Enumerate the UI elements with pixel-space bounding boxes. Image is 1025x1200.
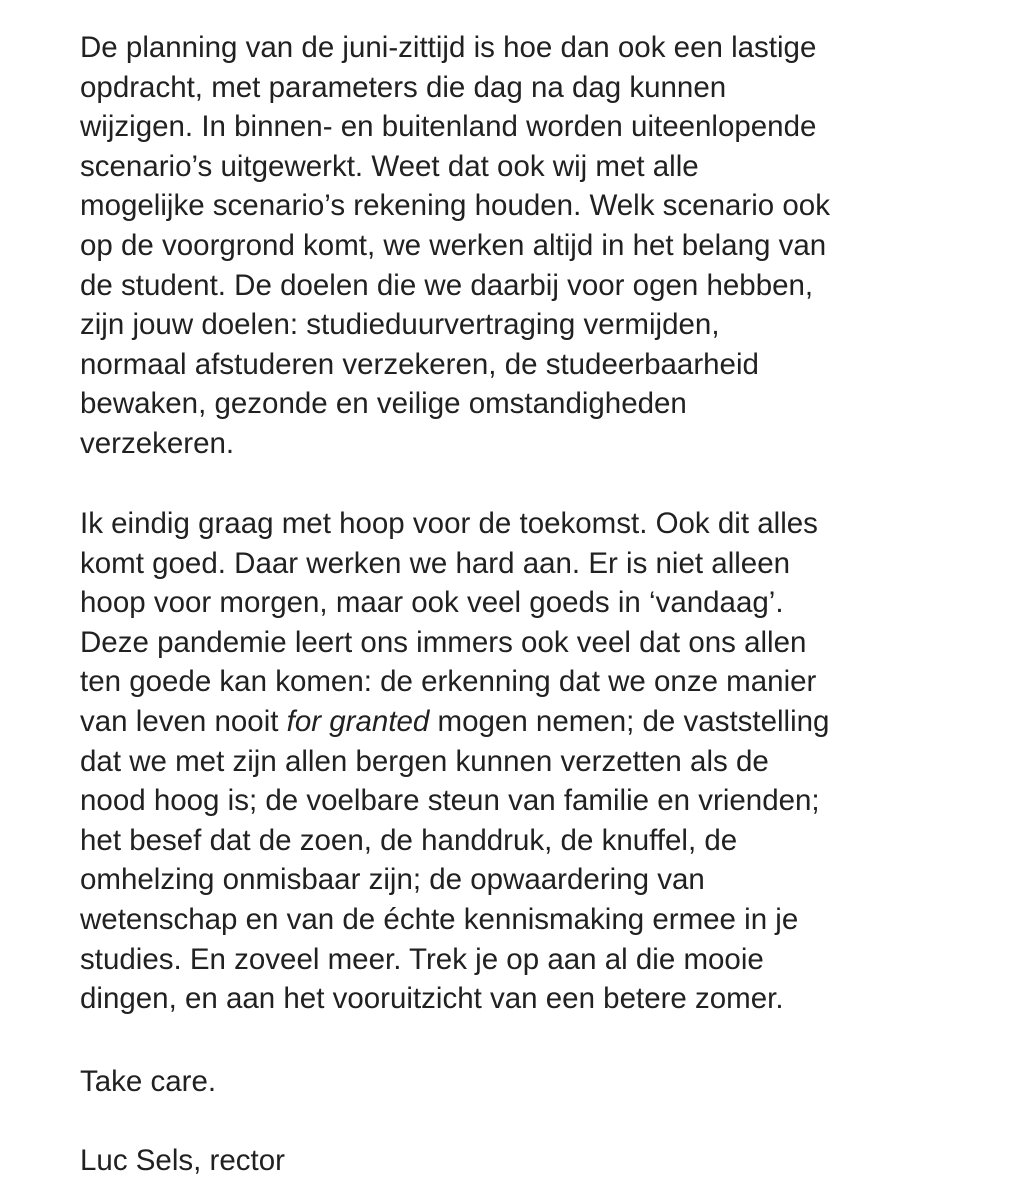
italic-phrase: for granted	[286, 704, 430, 738]
paragraph-exam-planning	[80, 28, 980, 464]
text-line: zijn jouw doelen: studieduurvertraging vermijden,	[80, 308, 720, 342]
closing-line	[80, 1062, 980, 1102]
text-line: hoop voor morgen, maar ook veel goeds in ‘vandaag’.	[80, 586, 784, 620]
text-line: dingen, en aan het vooruitzicht van een betere zomer.	[80, 982, 784, 1016]
text-line: wijzigen. In binnen- en buitenland worden uiteenlopende	[80, 110, 817, 144]
text-line: wetenschap en van de échte kennismaking ermee in je	[80, 902, 799, 936]
text-line-with-italic	[80, 702, 980, 742]
text-line: studies. En zoveel meer. Trek je op aan al die mooie	[80, 942, 764, 976]
text-line: verzekeren.	[80, 426, 235, 460]
closing-text: Take care.	[80, 1065, 217, 1098]
text-line: scenario’s uitgewerkt. Weet dat ook wij met alle	[80, 149, 699, 183]
text-line: De planning van de juni-zittijd is hoe dan ook een lastige	[80, 31, 817, 64]
signature-line	[80, 1141, 980, 1181]
text-line: normaal afstuderen verzekeren, de studeerbaarheid	[80, 347, 759, 381]
paragraph-hope	[80, 504, 980, 1019]
text-line: omhelzing onmisbaar zijn; de opwaardering van	[80, 863, 705, 897]
text-line: ten goede kan komen: de erkenning dat we onze manier	[80, 665, 817, 699]
text-line: het besef dat de zoen, de handdruk, de knuffel, de	[80, 823, 738, 857]
text-line: komt goed. Daar werken we hard aan. Er is niet alleen	[80, 546, 791, 580]
signature-text: Luc Sels, rector	[80, 1144, 285, 1177]
text-line: Deze pandemie leert ons immers ook veel dat ons allen	[80, 625, 807, 659]
text-line: op de voorgrond komt, we werken altijd in het belang van	[80, 228, 827, 262]
text-line: dat we met zijn allen bergen kunnen verzetten als de	[80, 744, 769, 778]
text-segment: mogen nemen; de vaststelling	[429, 704, 830, 738]
text-line: de student. De doelen die we daarbij voor ogen hebben,	[80, 268, 814, 302]
text-line: Ik eindig graag met hoop voor de toekomst. Ook dit alles	[80, 507, 818, 540]
text-line: opdracht, met parameters die dag na dag kunnen	[80, 70, 727, 104]
text-line: nood hoog is; de voelbare steun van familie en vrienden;	[80, 784, 820, 818]
text-line: bewaken, gezonde en veilige omstandigheden	[80, 387, 687, 421]
text-segment: van leven nooit	[80, 704, 287, 738]
text-line: mogelijke scenario’s rekening houden. Welk scenario ook	[80, 189, 830, 223]
